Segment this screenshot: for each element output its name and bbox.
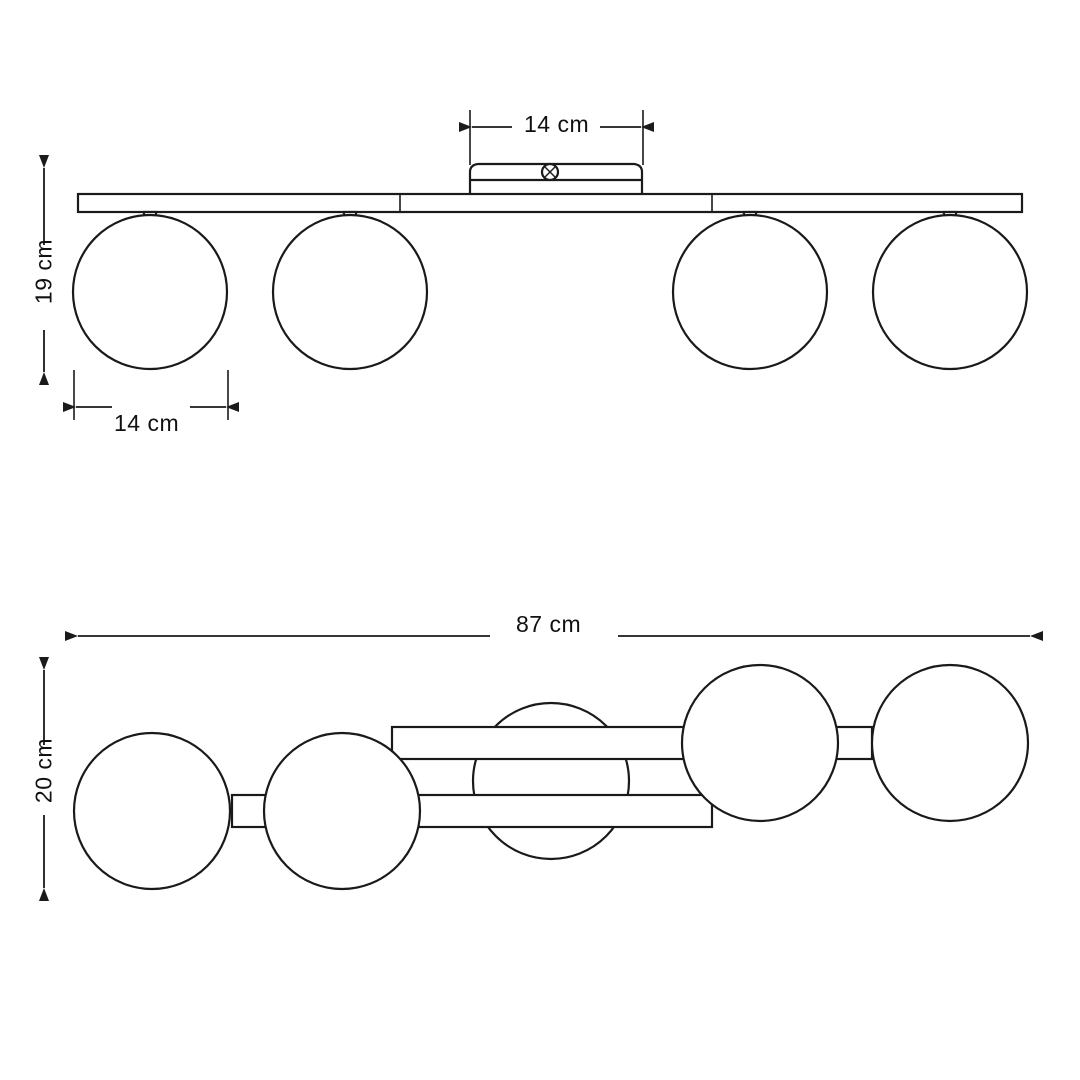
globe-group-front xyxy=(73,215,1027,369)
globe-top-4 xyxy=(872,665,1028,821)
globe-top-1 xyxy=(74,733,230,889)
globe-front-3 xyxy=(673,215,827,369)
label-globe-diameter: 14 cm xyxy=(114,410,180,436)
label-fixture-height: 19 cm xyxy=(30,238,57,305)
mounting-bar xyxy=(78,194,1022,212)
front-elevation-view xyxy=(44,110,1027,420)
label-overall-length: 87 cm xyxy=(516,611,582,637)
globe-front-1 xyxy=(73,215,227,369)
globe-top-3 xyxy=(682,665,838,821)
label-canopy-width: 14 cm xyxy=(524,111,590,137)
globe-stems xyxy=(144,212,956,226)
top-plan-view xyxy=(44,636,1030,889)
globe-front-2 xyxy=(273,215,427,369)
label-overall-depth: 20 cm xyxy=(30,737,57,804)
globe-front-4 xyxy=(873,215,1027,369)
globe-top-2 xyxy=(264,733,420,889)
